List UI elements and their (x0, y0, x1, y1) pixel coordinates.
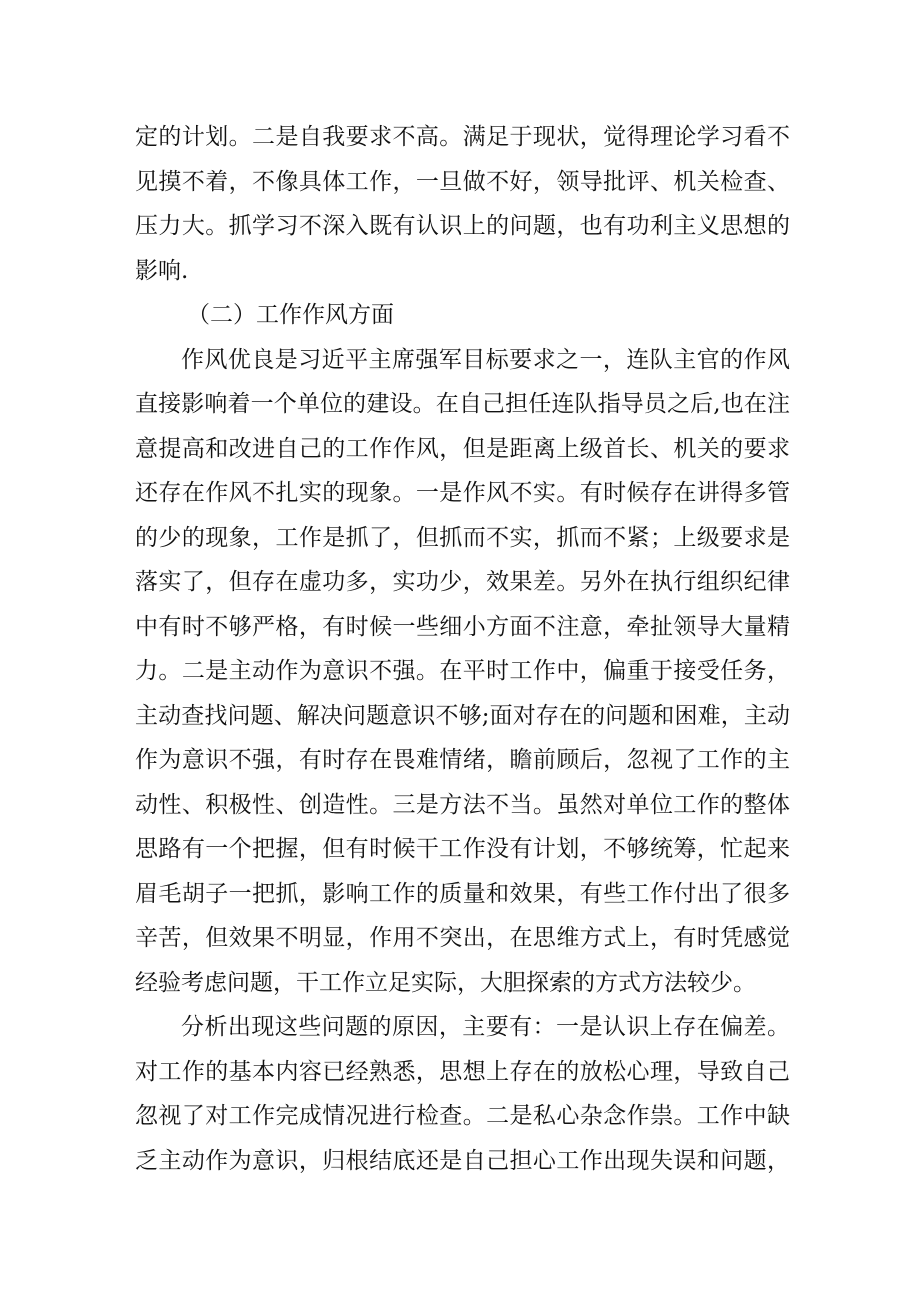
paragraph-line: 还存在作风不扎实的现象。一是作风不实。有时候存在讲得多管 (135, 480, 790, 506)
paragraph-line: 定的计划。二是自我要求不高。满足于现状，觉得理论学习看不 (135, 124, 790, 150)
paragraph-line: 中有时不够严格，有时候一些细小方面不注意，牵扯领导大量精 (135, 613, 790, 640)
work-style-paragraph (135, 338, 790, 1006)
paragraph-line: 忽视了对工作完成情况进行检查。二是私心杂念作祟。工作中缺 (135, 1103, 790, 1129)
cause-analysis-paragraph (135, 1005, 790, 1183)
paragraph-line: 眉毛胡子一把抓，影响工作的质量和效果，有些工作付出了很多 (135, 880, 790, 907)
paragraph-line: 动性、积极性、创造性。三是方法不当。虽然对单位工作的整体 (135, 791, 790, 818)
paragraph-line: 作为意识不强，有时存在畏难情绪，瞻前顾后，忽视了工作的主 (135, 747, 790, 773)
paragraph-line: 直接影响着一个单位的建设。在自己担任连队指导员之后,也在注 (135, 391, 790, 417)
paragraph-line: 见摸不着，不像具体工作，一旦做不好，领导批评、机关检查、 (135, 168, 790, 195)
continuation-paragraph (135, 115, 790, 293)
paragraph-line: 意提高和改进自己的工作作风，但是距离上级首长、机关的要求 (135, 435, 790, 462)
section-heading: （二）工作作风方面 (187, 302, 394, 328)
paragraph-line: 经验考虑问题，干工作立足实际，大胆探索的方式方法较少。 (135, 969, 756, 996)
paragraph-line: 力。二是主动作为意识不强。在平时工作中，偏重于接受任务， (135, 658, 790, 684)
document-body (135, 115, 790, 1183)
paragraph-line: 辛苦，但效果不明显，作用不突出，在思维方式上，有时凭感觉 (135, 925, 790, 951)
paragraph-line: 主动查找问题、解决问题意识不够;面对存在的问题和困难，主动 (135, 702, 790, 729)
paragraph-line: 落实了，但存在虚功多，实功少，效果差。另外在执行组织纪律 (135, 569, 790, 595)
paragraph-line: 思路有一个把握，但有时候干工作没有计划，不够统筹，忙起来 (135, 836, 790, 862)
paragraph-line: 分析出现这些问题的原因，主要有：一是认识上存在偏差。 (181, 1014, 790, 1040)
paragraph-line: 对工作的基本内容已经熟悉，思想上存在的放松心理，导致自己 (135, 1058, 790, 1085)
paragraph-line: 乏主动作为意识，归根结底还是自己担心工作出现失误和问题， (135, 1147, 790, 1174)
paragraph-line: 的少的现象，工作是抓了，但抓而不实，抓而不紧；上级要求是 (135, 524, 790, 551)
paragraph-line: 压力大。抓学习不深入既有认识上的问题，也有功利主义思想的 (135, 213, 790, 239)
paragraph-line: 影响. (135, 257, 189, 284)
paragraph-line: 作风优良是习近平主席强军目标要求之一，连队主官的作风 (181, 346, 790, 373)
